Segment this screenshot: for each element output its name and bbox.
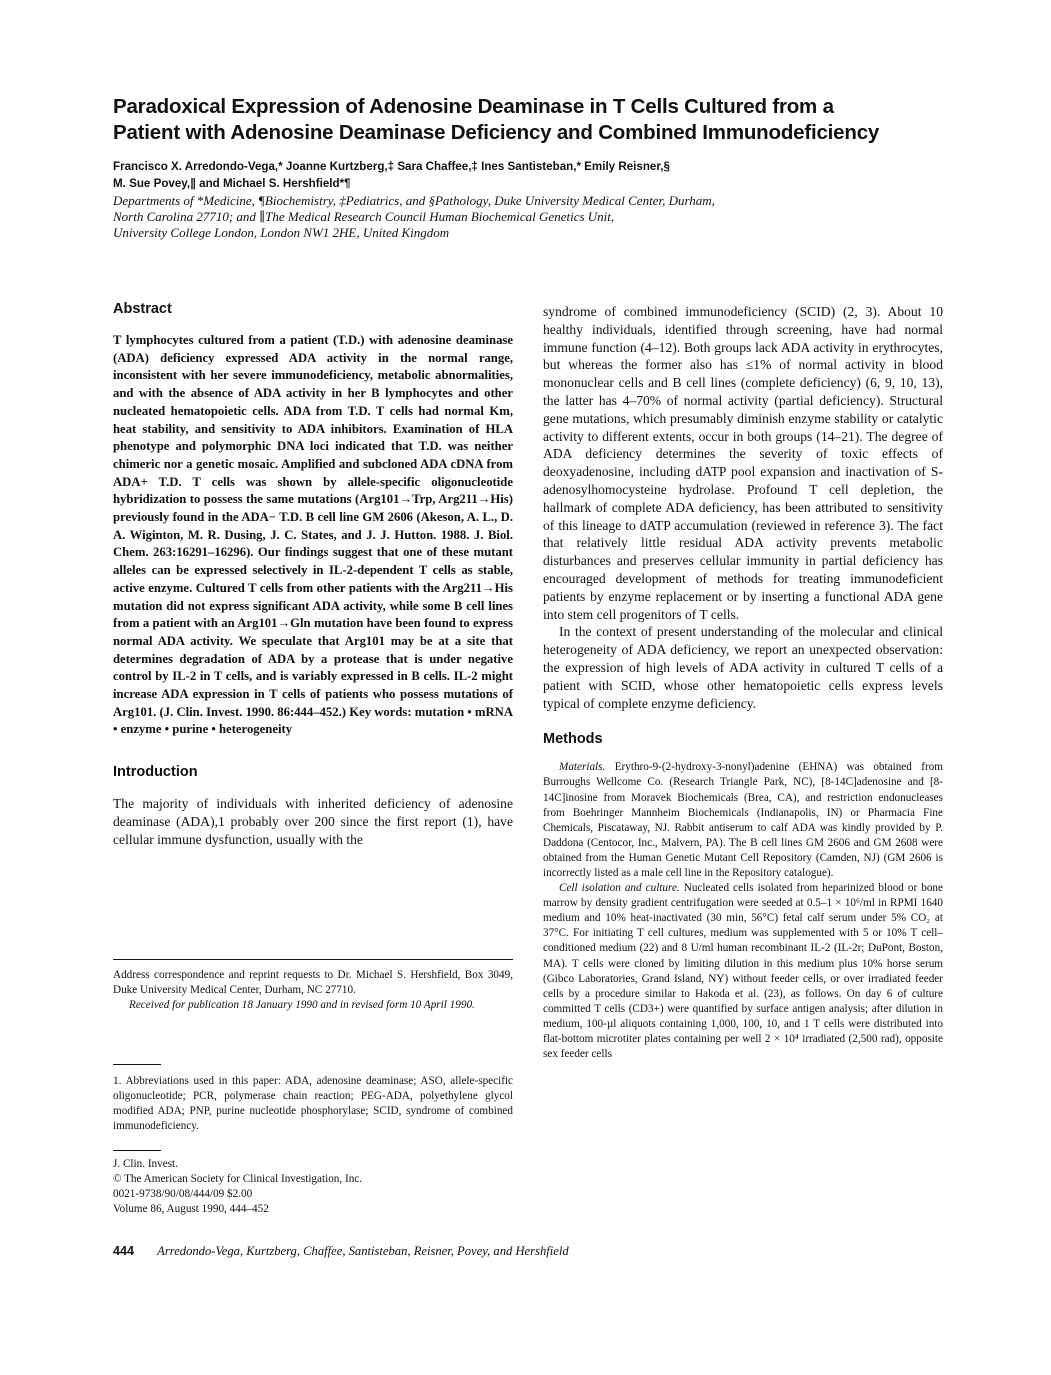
- authors-line-1: Francisco X. Arredondo-Vega,* Joanne Kurtzberg,‡ Sara Chaffee,‡ Ines Santisteban,* Emily Reisner,§: [113, 160, 670, 173]
- methods-materials-paragraph: [543, 760, 943, 881]
- author-list: [113, 158, 993, 192]
- journal-info-block: [113, 1150, 513, 1217]
- journal-line-4: Volume 86, August 1990, 444–452: [113, 1203, 269, 1216]
- right-column: [543, 303, 943, 1062]
- culture-runin: Cell isolation and culture.: [559, 882, 680, 895]
- abstract-heading: Abstract: [113, 301, 172, 317]
- received-date: Received for publication 18 January 1990 and in revised form 10 April 1990.: [129, 999, 475, 1012]
- methods-culture-paragraph: [543, 881, 943, 1062]
- abbreviations-footnote-block: [113, 1064, 513, 1134]
- journal-rule: [113, 1150, 161, 1151]
- correspondence-rule: [113, 959, 513, 960]
- introduction-text-right-p2: In the context of present understanding of the molecular and clinical heterogeneity of ADA deficiency, we report an unexpected observation: the expression of high levels of ADA activity in cultured T cells of a patient with SCID, whose other hematopoietic cells express levels typical of complete enzyme deficiency.: [543, 624, 943, 711]
- left-column: [113, 300, 513, 849]
- page-number: 444: [113, 1244, 135, 1258]
- correspondence-address: Address correspondence and reprint requests to Dr. Michael S. Hershfield, Box 3049, Duke University Medical Center, Durham, NC 27710.: [113, 969, 513, 997]
- culture-text: Nucleated cells isolated from heparinized blood or bone marrow by density gradient centrifugation were seeded at 0.5–1 × 10⁶/ml in RPMI 1640 medium and 10% heat-inactivated (30 min, 56°C) fetal calf serum under 5% CO₂ at 37°C. For initiating T cell cultures, medium was supplemented with 5 or 10% T cell–conditioned medium (22) and 8 U/ml human recombinant IL-2 (IL-2r; DuPont, Boston, MA). T cells were cloned by limiting dilution in this medium plus 10% horse serum (Gibco Laboratories, Grand Island, NY) without feeder cells, or over irradiated feeder cells by a procedure similar to Hakoda et al. (23), as follows. On day 6 of culture committed T cells (CD3+) were quantified by surface antigen analysis; after dilution in medium, 100-µl aliquots containing 1,000, 100, 10, and 1 T cells were distributed into flat-bottom microtiter plates containing per well 2 × 10⁴ irradiated (2,500 rad), opposite sex feeder cells: [543, 882, 943, 1061]
- affiliations: [113, 193, 993, 241]
- abbreviations-footnote: 1. Abbreviations used in this paper: ADA, adenosine deaminase; ASO, allele-specific oligonucleotide; PCR, polymerase chain reaction; PEG-ADA, polyethylene glycol modified ADA; PNP, purine nucleotide phosphorylase; SCID, syndrome of combined immunodeficiency.: [113, 1075, 513, 1133]
- methods-heading: Methods: [543, 731, 603, 748]
- materials-text: Erythro-9-(2-hydroxy-3-nonyl)adenine (EHNA) was obtained from Burroughs Wellcome Co. (Research Triangle Park, NC), [8-14C]adenosine and [8-14C]inosine from Moravek Biochemicals (Brea, CA), and restriction endonucleases from Boehringer Mannheim Biochemicals (Indianapolis, IN) or Pharmacia Fine Chemicals, Piscataway, NJ. Rabbit antiserum to calf ADA was kindly provided by P. Daddona (Centocor, Inc., Malvern, PA). The B cell lines GM 2606 and GM 2608 were obtained from the Human Genetic Mutant Cell Repository (Camden, NJ) (GM 2606 is incorrectly listed as a male cell line in the Repository catalogue).: [543, 761, 943, 879]
- article-title: [113, 94, 993, 146]
- introduction-text-right-p1: syndrome of combined immunodeficiency (SCID) (2, 3). About 10 healthy individuals, identified through screening, have had normal immune function (4–12). Both groups lack ADA activity in erythrocytes, but whereas the former also has ≤1% of normal activity in blood mononuclear cells and B cell lines (complete deficiency) (6, 9, 10, 13), the latter has 4–70% of normal activity (partial deficiency). Structural gene mutations, which presumably diminish enzyme stability or catalytic activity to different extents, occur in both groups (14–21). The degree of ADA deficiency determines the severity of toxic effects of deoxyadenosine, including dATP pool expansion and inactivation of S-adenosylhomocysteine hydrolase. Profound T cell depletion, the hallmark of complete ADA deficiency, has been attributed to sensitivity of this lineage to dATP accumulation (reviewed in reference 3). The fact that relatively little residual ADA activity prevents metabolic disturbances and preserves cellular immunity in partial deficiency has encouraged development of methods for treating immunodeficient patients by enzyme replacement or by inserting a functional ADA gene into stem cell progenitors of T cells.: [543, 304, 943, 622]
- affiliation-line-2: North Carolina 27710; and ∥The Medical Research Council Human Biochemical Genetics Unit,: [113, 209, 615, 224]
- affiliation-line-1: Departments of *Medicine, ¶Biochemistry, ‡Pediatrics, and §Pathology, Duke University Medical Center, Durham,: [113, 193, 715, 208]
- title-line-2: Patient with Adenosine Deaminase Deficiency and Combined Immunodeficiency: [113, 121, 880, 144]
- correspondence-block: [113, 959, 513, 1013]
- footnote-rule: [113, 1064, 161, 1065]
- journal-line-3: 0021-9738/90/08/444/09 $2.00: [113, 1188, 253, 1201]
- introduction-heading: Introduction: [113, 764, 198, 781]
- title-line-1: Paradoxical Expression of Adenosine Deaminase in T Cells Cultured from a: [113, 95, 834, 118]
- authors-line-2: M. Sue Povey,∥ and Michael S. Hershfield*¶: [113, 177, 351, 190]
- materials-runin: Materials.: [559, 761, 606, 774]
- introduction-text-left: The majority of individuals with inherited deficiency of adenosine deaminase (ADA),1 probably over 200 since the first report (1), have cellular immune dysfunction, usually with the: [113, 796, 513, 847]
- journal-line-2: © The American Society for Clinical Investigation, Inc.: [113, 1173, 363, 1186]
- page-footer: [113, 1243, 993, 1259]
- journal-line-1: J. Clin. Invest.: [113, 1158, 178, 1170]
- affiliation-line-3: University College London, London NW1 2HE, United Kingdom: [113, 225, 450, 240]
- running-authors: Arredondo-Vega, Kurtzberg, Chaffee, Santisteban, Reisner, Povey, and Hershfield: [157, 1244, 569, 1258]
- abstract-text: T lymphocytes cultured from a patient (T.D.) with adenosine deaminase (ADA) deficiency expressed ADA activity in the normal range, inconsistent with her severe immunodeficiency, metabolic abnormalities, and with the absence of ADA activity in her B lymphocytes and other nucleated hematopoietic cells. ADA from T.D. T cells had normal Km, heat stability, and sensitivity to ADA inhibitors. Examination of HLA phenotype and polymorphic DNA loci indicated that T.D. was neither chimeric nor a genetic mosaic. Amplified and subcloned ADA cDNA from ADA+ T.D. T cells was shown by allele-specific oligonucleotide hybridization to possess the same mutations (Arg101→Trp, Arg211→His) previously found in the ADA− T.D. B cell line GM 2606 (Akeson, A. L., D. A. Wiginton, M. R. Dusing, J. C. States, and J. J. Hutton. 1988. J. Biol. Chem. 263:16291–16296). Our findings suggest that one of these mutant alleles can be expressed selectively in IL-2-dependent T cells as stable, active enzyme. Cultured T cells from other patients with the Arg211→His mutation did not express significant ADA activity, while some B cell lines from a patient with an Arg101→Gln mutation have been found to express normal ADA activity. We speculate that Arg101 may be at a site that determines degradation of ADA by a protease that is under negative control by IL-2 in T cells, and is variably expressed in B cells. IL-2 might increase ADA expression in T cells of patients who possess mutations of Arg101. (J. Clin. Invest. 1990. 86:444–452.) Key words: mutation • mRNA • enzyme • purine • heterogeneity: [113, 333, 513, 737]
